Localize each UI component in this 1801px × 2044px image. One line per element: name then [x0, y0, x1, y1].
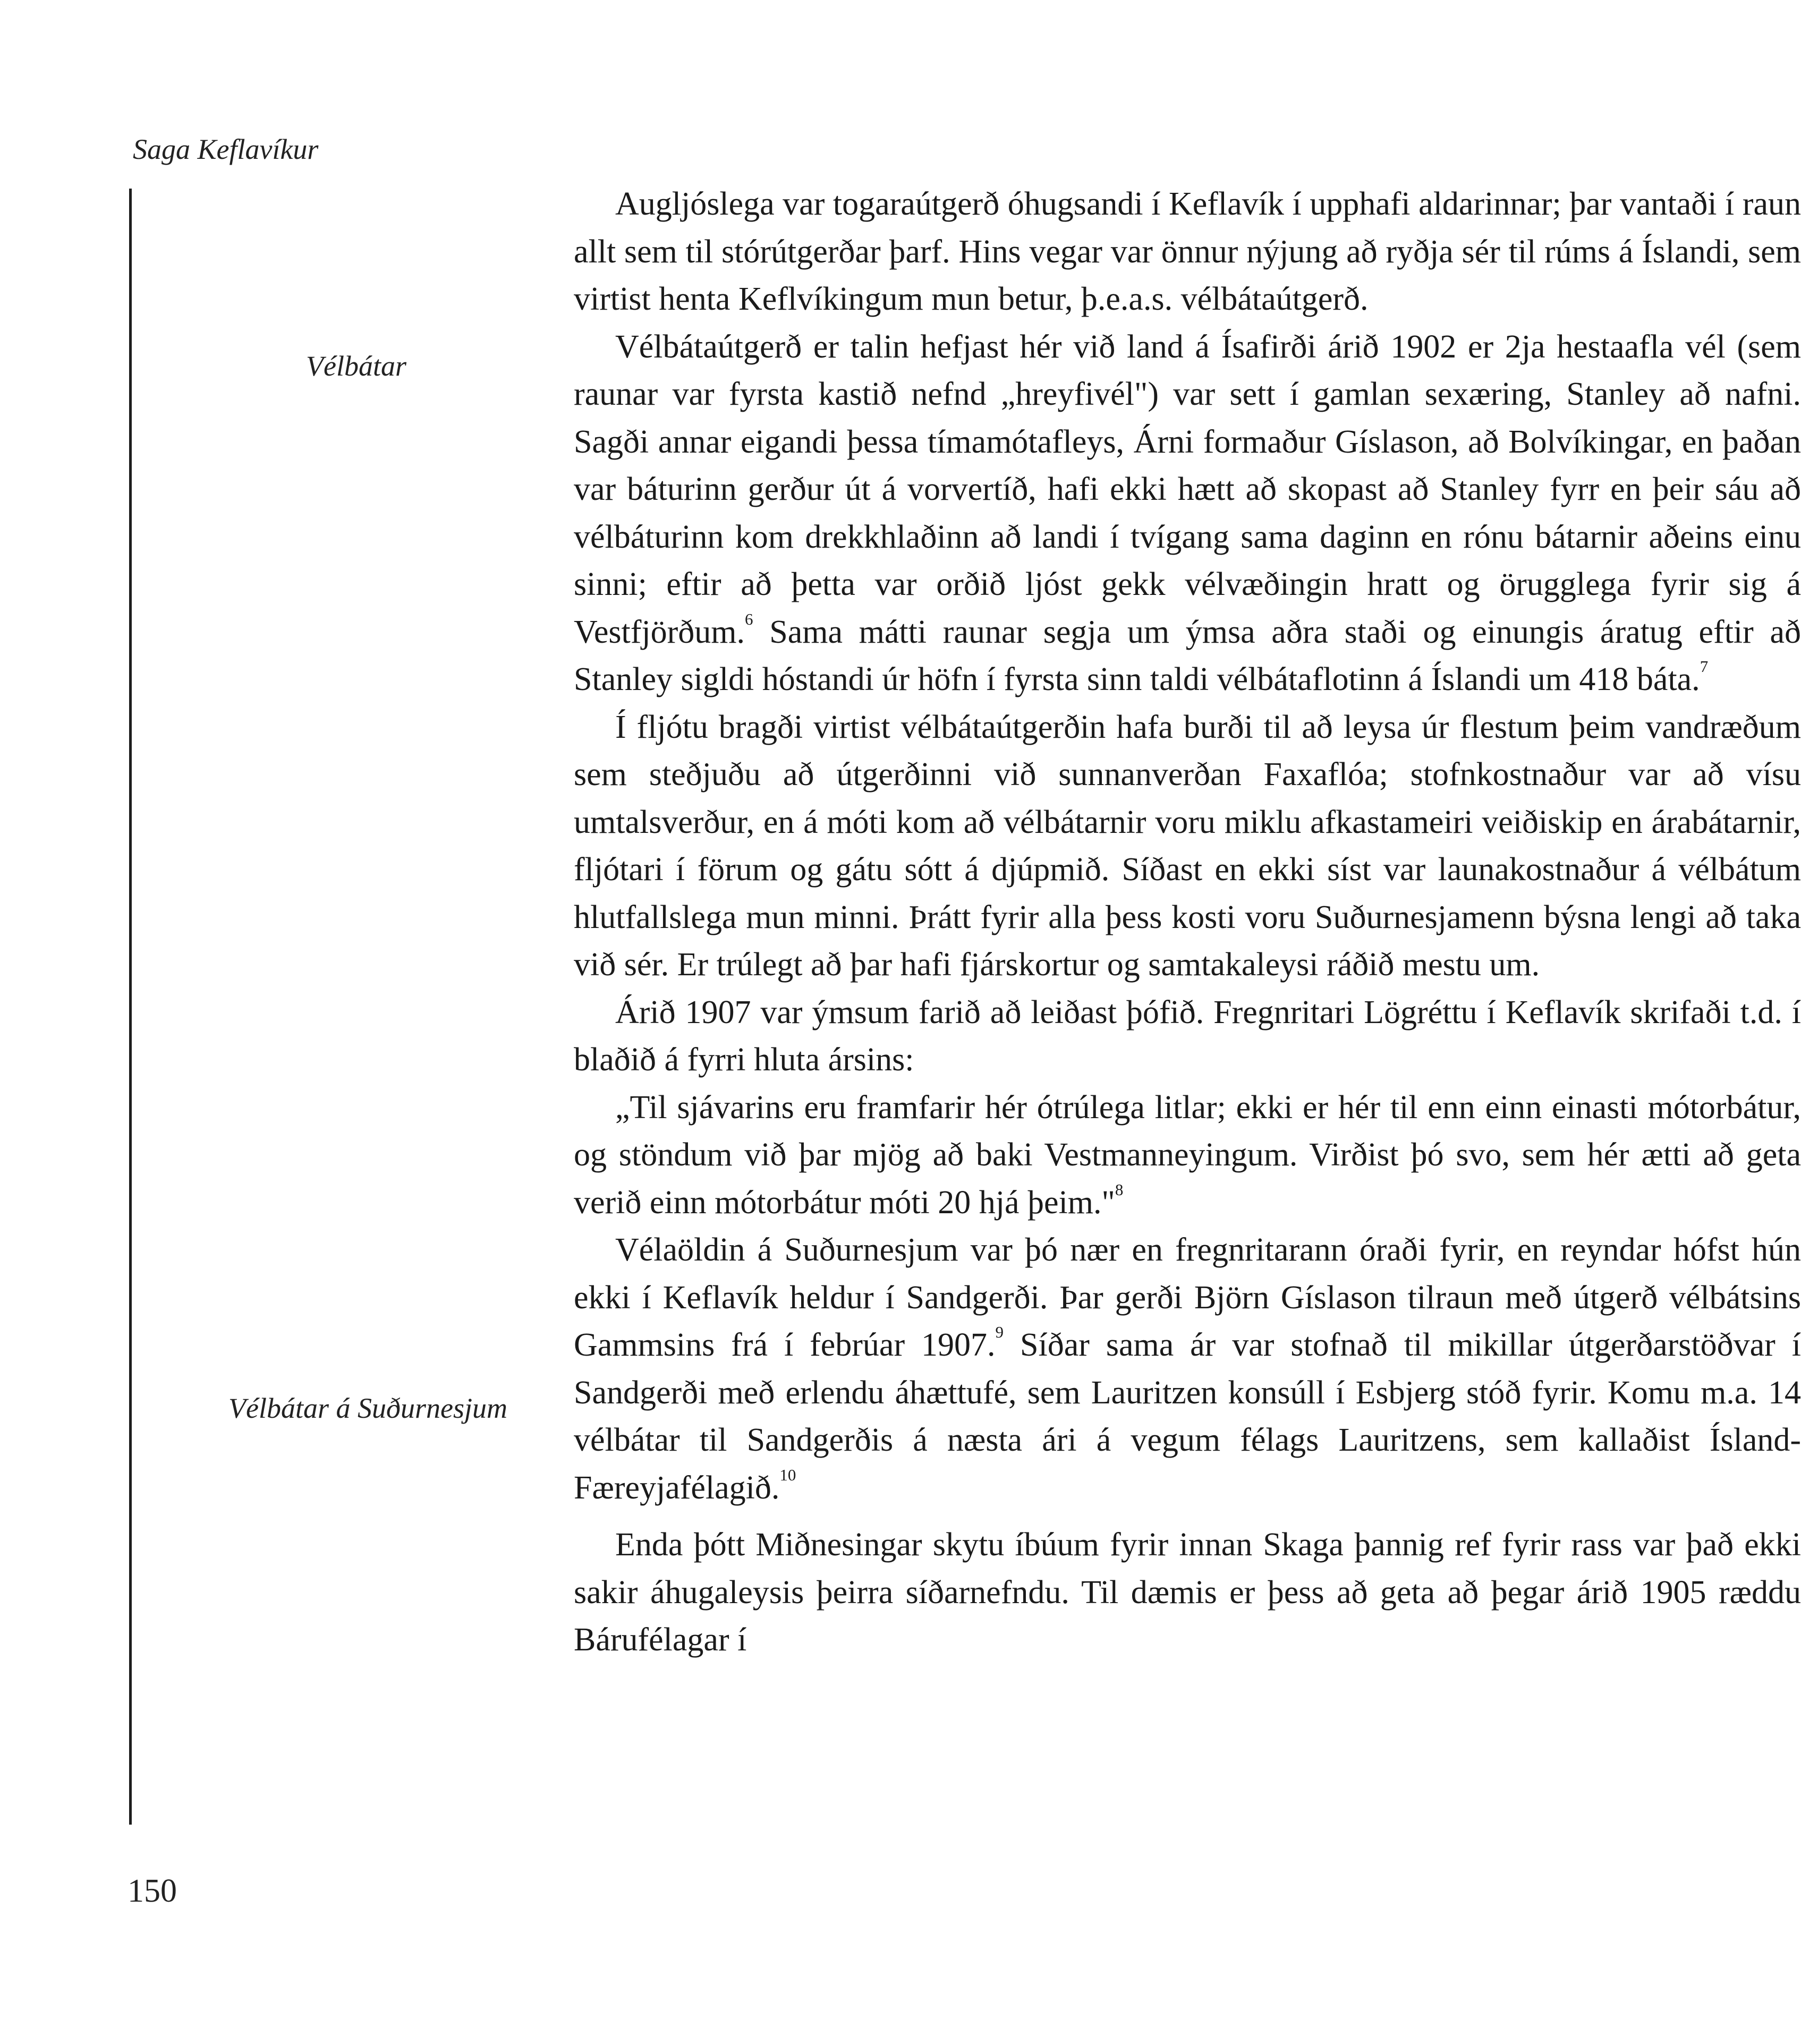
paragraph	[574, 1227, 1801, 1512]
paragraph-text: Árið 1907 var ýmsum farið að leiðast þófið. Fregnritari Lögréttu í Keflavík skrifaði t.d. í blaðið á fyrri hluta ársins:	[574, 994, 1801, 1078]
footnote-ref: 6	[745, 609, 753, 628]
paragraph-text: Enda þótt Miðnesingar skytu íbúum fyrir innan Skaga þannig ref fyrir rass var það ekki sakir áhugaleysis þeirra síðarnefndu. Til dæmis er þess að geta að þegar árið 1905 ræddu Bárufélagar í	[574, 1527, 1801, 1658]
sidenote-velbatar: Vélbátar	[306, 350, 406, 382]
sidenote-velbatar-sudurnesjum: Vélbátar á Suðurnesjum	[228, 1392, 507, 1424]
paragraph-text: Síðar sama ár var stofnað til mikillar útgerðarstöðvar í Sandgerði með erlendu áhættufé, sem Lauritzen konsúll í Esbjerg stóð fyrir. Komu m.a. 14 vélbátar til Sandgerðis á næsta ári á vegum félags Lauritzens, sem kallaðist Ísland-Færeyjafélagið.	[574, 1327, 1801, 1506]
paragraph	[574, 181, 1801, 323]
paragraph-text: Vélaöldin á Suðurnesjum var þó nær en fregnritarann óraði fyrir, en reyndar hófst hún ekki í Keflavík heldur í Sandgerði. Þar gerði Björn Gíslason tilraun með útgerð vélbátsins Gammsins frá í febrúar 1907.	[574, 1232, 1801, 1363]
footnote-ref: 7	[1700, 657, 1709, 676]
paragraph	[574, 323, 1801, 704]
paragraph-text: Augljóslega var togaraútgerð óhugsandi í Keflavík í upphafi aldarinnar; þar vantaði í raun allt sem til stórútgerðar þarf. Hins vegar var önnur nýjung að ryðja sér til rúms á Íslandi, sem virtist henta Keflvíkingum mun betur, þ.e.a.s. vélbátaútgerð.	[574, 186, 1801, 317]
paragraph-text: Sama mátti raunar segja um ýmsa aðra staði og einungis áratug eftir að Stanley sigldi hóstandi úr höfn í fyrsta sinn taldi vélbátaflotinn á Íslandi um 418 báta.	[574, 614, 1801, 697]
running-title: Saga Keflavíkur	[133, 133, 319, 165]
paragraph	[574, 704, 1801, 989]
footnote-ref: 9	[995, 1322, 1004, 1341]
block-quote	[574, 1084, 1801, 1227]
paragraph-text: Í fljótu bragði virtist vélbátaútgerðin hafa burði til að leysa úr flestum þeim vandræðum sem steðjuðu að útgerðinni við sunnanverðan Faxaflóa; stofnkostnaður var að vísu umtalsverður, en á móti kom að vélbátarnir voru miklu afkastameiri veiðiskip en árabátarnir, fljótari í förum og gátu sótt á djúpmið. Síðast en ekki síst var launakostnaður á vélbátum hlutfallslega mun minni. Þrátt fyrir alla þess kosti voru Suðurnesjamenn býsna lengi að taka við sér. Er trúlegt að þar hafi fjárskortur og samtakaleysi ráðið mestu um.	[574, 709, 1801, 983]
margin-rule	[129, 189, 132, 1825]
paragraph	[574, 989, 1801, 1084]
paragraph-text: Vélbátaútgerð er talin hefjast hér við land á Ísafirði árið 1902 er 2ja hestaafla vél (sem raunar var fyrsta kastið nefnd „hreyfivél") var sett í gamlan sexæring, Stanley að nafni. Sagði annar eigandi þessa tímamótafleys, Árni formaður Gíslason, að Bolvíkingar, en þaðan var báturinn gerður út á vorvertíð, hafi ekki hætt að skopast að Stanley fyrr en þeir sáu að vélbáturinn kom drekkhlaðinn að landi í tvígang sama daginn en rónu bátarnir aðeins einu sinni; eftir að þetta var orðið ljóst gekk vélvæðingin hratt og örugglega fyrir sig á Vestfjörðum.	[574, 328, 1801, 650]
page-number: 150	[128, 1873, 177, 1909]
footnote-ref: 10	[779, 1465, 796, 1484]
body-text	[574, 181, 1801, 1664]
paragraph	[574, 1521, 1801, 1664]
footnote-ref: 8	[1115, 1180, 1124, 1199]
quote-text: „Til sjávarins eru framfarir hér ótrúlega litlar; ekki er hér til enn einn einasti mótorbátur, og stöndum við þar mjög að baki Vestmanneyingum. Virðist þó svo, sem hér ætti að geta verið einn mótorbátur móti 20 hjá þeim."	[574, 1089, 1801, 1221]
